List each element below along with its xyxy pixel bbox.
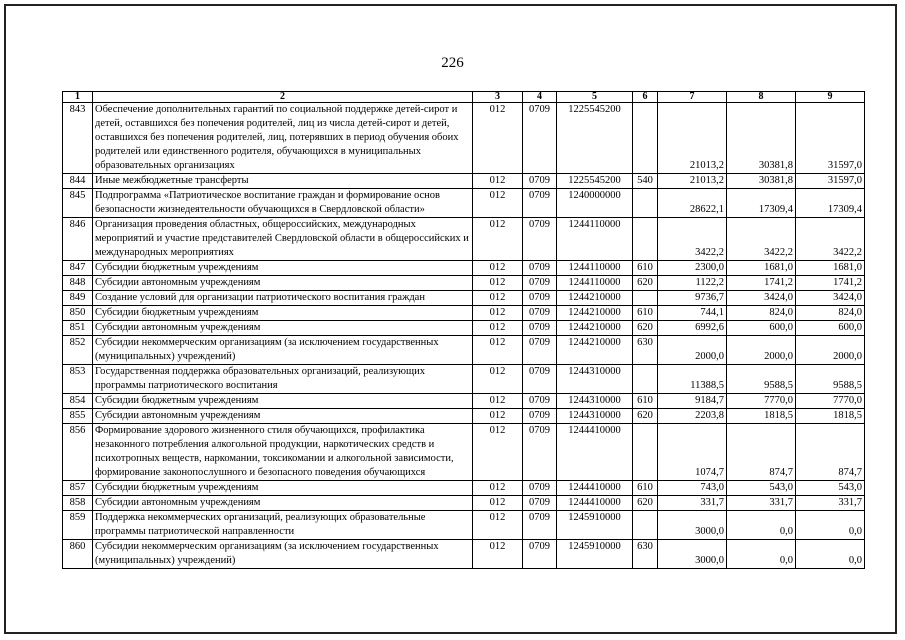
row-number-cell: 845 <box>63 189 93 218</box>
amount-year1-cell: 1074,7 <box>658 424 727 481</box>
row-name-cell: Субсидии бюджетным учреждениям <box>93 394 473 409</box>
target-article-cell: 1244110000 <box>557 261 633 276</box>
table-row <box>63 424 865 481</box>
amount-year2-cell: 1681,0 <box>727 261 796 276</box>
amount-year2-cell: 3422,2 <box>727 218 796 261</box>
target-article-cell: 1244410000 <box>557 424 633 481</box>
expense-type-cell: 610 <box>633 261 658 276</box>
admin-code-cell: 012 <box>473 481 523 496</box>
amount-year1-cell: 21013,2 <box>658 174 727 189</box>
amount-year2-cell: 30381,8 <box>727 103 796 174</box>
section-code-cell: 0709 <box>523 409 557 424</box>
page-number: 226 <box>441 55 464 71</box>
row-name-cell: Формирование здорового жизненного стиля обучающихся, профилактика незаконного потребления алкогольной продукции, наркотических средств и психотропных веществ, наркомании, токсикомании и алкогольной зависимости, формирование законопослушного и безопасного поведения обучающихся <box>93 424 473 481</box>
amount-year2-cell: 0,0 <box>727 511 796 540</box>
target-article-cell: 1244310000 <box>557 409 633 424</box>
header-cell: 2 <box>93 92 473 103</box>
expense-type-cell: 620 <box>633 276 658 291</box>
section-code-cell: 0709 <box>523 174 557 189</box>
target-article-cell: 1244210000 <box>557 321 633 336</box>
amount-year3-cell: 1681,0 <box>796 261 865 276</box>
row-name-cell: Субсидии бюджетным учреждениям <box>93 306 473 321</box>
row-number-cell: 855 <box>63 409 93 424</box>
section-code-cell: 0709 <box>523 481 557 496</box>
header-cell: 3 <box>473 92 523 103</box>
table-row <box>63 276 865 291</box>
amount-year1-cell: 28622,1 <box>658 189 727 218</box>
admin-code-cell: 012 <box>473 189 523 218</box>
header-cell: 9 <box>796 92 865 103</box>
amount-year2-cell: 600,0 <box>727 321 796 336</box>
row-name-cell: Субсидии автономным учреждениям <box>93 409 473 424</box>
table-row <box>63 321 865 336</box>
amount-year2-cell: 2000,0 <box>727 336 796 365</box>
amount-year2-cell: 824,0 <box>727 306 796 321</box>
amount-year3-cell: 17309,4 <box>796 189 865 218</box>
target-article-cell: 1240000000 <box>557 189 633 218</box>
expense-type-cell: 540 <box>633 174 658 189</box>
section-code-cell: 0709 <box>523 218 557 261</box>
row-number-cell: 854 <box>63 394 93 409</box>
admin-code-cell: 012 <box>473 365 523 394</box>
table-row <box>63 481 865 496</box>
row-number-cell: 852 <box>63 336 93 365</box>
section-code-cell: 0709 <box>523 276 557 291</box>
amount-year1-cell: 3422,2 <box>658 218 727 261</box>
amount-year3-cell: 824,0 <box>796 306 865 321</box>
target-article-cell: 1225545200 <box>557 103 633 174</box>
expense-type-cell <box>633 218 658 261</box>
amount-year1-cell: 3000,0 <box>658 540 727 569</box>
table-row <box>63 336 865 365</box>
row-name-cell: Поддержка некоммерческих организаций, реализующих образовательные программы патриотической направленности <box>93 511 473 540</box>
admin-code-cell: 012 <box>473 261 523 276</box>
expense-type-cell <box>633 511 658 540</box>
amount-year2-cell: 331,7 <box>727 496 796 511</box>
header-cell: 7 <box>658 92 727 103</box>
amount-year1-cell: 744,1 <box>658 306 727 321</box>
row-name-cell: Иные межбюджетные трансферты <box>93 174 473 189</box>
section-code-cell: 0709 <box>523 291 557 306</box>
section-code-cell: 0709 <box>523 365 557 394</box>
amount-year2-cell: 1818,5 <box>727 409 796 424</box>
budget-table <box>62 91 865 569</box>
amount-year1-cell: 331,7 <box>658 496 727 511</box>
table-row <box>63 394 865 409</box>
amount-year1-cell: 21013,2 <box>658 103 727 174</box>
row-name-cell: Организация проведения областных, общероссийских, международных мероприятий и участие представителей Свердловской области в общероссийских и международных мероприятиях <box>93 218 473 261</box>
table-header-row <box>63 92 865 103</box>
expense-type-cell: 620 <box>633 496 658 511</box>
row-number-cell: 856 <box>63 424 93 481</box>
target-article-cell: 1244410000 <box>557 481 633 496</box>
amount-year3-cell: 0,0 <box>796 540 865 569</box>
row-name-cell: Субсидии автономным учреждениям <box>93 276 473 291</box>
row-number-cell: 844 <box>63 174 93 189</box>
header-cell: 8 <box>727 92 796 103</box>
row-number-cell: 860 <box>63 540 93 569</box>
row-number-cell: 849 <box>63 291 93 306</box>
admin-code-cell: 012 <box>473 540 523 569</box>
amount-year1-cell: 11388,5 <box>658 365 727 394</box>
row-number-cell: 857 <box>63 481 93 496</box>
amount-year3-cell: 7770,0 <box>796 394 865 409</box>
amount-year2-cell: 874,7 <box>727 424 796 481</box>
amount-year1-cell: 1122,2 <box>658 276 727 291</box>
amount-year3-cell: 1818,5 <box>796 409 865 424</box>
table-row <box>63 496 865 511</box>
amount-year3-cell: 1741,2 <box>796 276 865 291</box>
row-name-cell: Субсидии автономным учреждениям <box>93 321 473 336</box>
target-article-cell: 1244210000 <box>557 306 633 321</box>
expense-type-cell <box>633 365 658 394</box>
amount-year1-cell: 3000,0 <box>658 511 727 540</box>
amount-year3-cell: 31597,0 <box>796 103 865 174</box>
section-code-cell: 0709 <box>523 336 557 365</box>
table-row <box>63 218 865 261</box>
table-row <box>63 291 865 306</box>
admin-code-cell: 012 <box>473 103 523 174</box>
row-number-cell: 853 <box>63 365 93 394</box>
amount-year1-cell: 6992,6 <box>658 321 727 336</box>
amount-year1-cell: 9736,7 <box>658 291 727 306</box>
amount-year3-cell: 331,7 <box>796 496 865 511</box>
row-name-cell: Субсидии бюджетным учреждениям <box>93 481 473 496</box>
amount-year1-cell: 9184,7 <box>658 394 727 409</box>
amount-year3-cell: 31597,0 <box>796 174 865 189</box>
amount-year3-cell: 600,0 <box>796 321 865 336</box>
row-number-cell: 843 <box>63 103 93 174</box>
table-row <box>63 540 865 569</box>
row-number-cell: 859 <box>63 511 93 540</box>
table-row <box>63 189 865 218</box>
row-number-cell: 858 <box>63 496 93 511</box>
amount-year1-cell: 2300,0 <box>658 261 727 276</box>
expense-type-cell: 620 <box>633 321 658 336</box>
row-number-cell: 850 <box>63 306 93 321</box>
row-name-cell: Субсидии некоммерческим организациям (за исключением государственных (муниципальных) учреждений) <box>93 336 473 365</box>
admin-code-cell: 012 <box>473 306 523 321</box>
header-cell: 5 <box>557 92 633 103</box>
row-name-cell: Субсидии бюджетным учреждениям <box>93 261 473 276</box>
section-code-cell: 0709 <box>523 189 557 218</box>
target-article-cell: 1244210000 <box>557 291 633 306</box>
expense-type-cell <box>633 291 658 306</box>
admin-code-cell: 012 <box>473 409 523 424</box>
amount-year3-cell: 543,0 <box>796 481 865 496</box>
table-row <box>63 174 865 189</box>
section-code-cell: 0709 <box>523 261 557 276</box>
section-code-cell: 0709 <box>523 103 557 174</box>
expense-type-cell: 630 <box>633 540 658 569</box>
section-code-cell: 0709 <box>523 394 557 409</box>
amount-year1-cell: 2203,8 <box>658 409 727 424</box>
admin-code-cell: 012 <box>473 218 523 261</box>
header-cell: 6 <box>633 92 658 103</box>
header-cell: 4 <box>523 92 557 103</box>
amount-year2-cell: 543,0 <box>727 481 796 496</box>
amount-year1-cell: 2000,0 <box>658 336 727 365</box>
amount-year3-cell: 9588,5 <box>796 365 865 394</box>
section-code-cell: 0709 <box>523 306 557 321</box>
admin-code-cell: 012 <box>473 424 523 481</box>
target-article-cell: 1245910000 <box>557 511 633 540</box>
amount-year2-cell: 30381,8 <box>727 174 796 189</box>
admin-code-cell: 012 <box>473 321 523 336</box>
amount-year2-cell: 3424,0 <box>727 291 796 306</box>
target-article-cell: 1244110000 <box>557 276 633 291</box>
expense-type-cell: 610 <box>633 394 658 409</box>
target-article-cell: 1244110000 <box>557 218 633 261</box>
amount-year1-cell: 743,0 <box>658 481 727 496</box>
row-name-cell: Субсидии автономным учреждениям <box>93 496 473 511</box>
row-number-cell: 847 <box>63 261 93 276</box>
header-cell: 1 <box>63 92 93 103</box>
expense-type-cell: 620 <box>633 409 658 424</box>
amount-year3-cell: 0,0 <box>796 511 865 540</box>
section-code-cell: 0709 <box>523 540 557 569</box>
amount-year2-cell: 1741,2 <box>727 276 796 291</box>
expense-type-cell: 630 <box>633 336 658 365</box>
table-row <box>63 409 865 424</box>
expense-type-cell <box>633 189 658 218</box>
admin-code-cell: 012 <box>473 394 523 409</box>
amount-year3-cell: 3424,0 <box>796 291 865 306</box>
admin-code-cell: 012 <box>473 276 523 291</box>
amount-year3-cell: 874,7 <box>796 424 865 481</box>
admin-code-cell: 012 <box>473 174 523 189</box>
table-row <box>63 511 865 540</box>
amount-year2-cell: 9588,5 <box>727 365 796 394</box>
admin-code-cell: 012 <box>473 496 523 511</box>
row-name-cell: Подпрограмма «Патриотическое воспитание граждан и формирование основ безопасности жизнедеятельности обучающихся в Свердловской области» <box>93 189 473 218</box>
target-article-cell: 1244410000 <box>557 496 633 511</box>
row-number-cell: 848 <box>63 276 93 291</box>
section-code-cell: 0709 <box>523 321 557 336</box>
section-code-cell: 0709 <box>523 511 557 540</box>
amount-year2-cell: 7770,0 <box>727 394 796 409</box>
row-name-cell: Субсидии некоммерческим организациям (за исключением государственных (муниципальных) учреждений) <box>93 540 473 569</box>
admin-code-cell: 012 <box>473 291 523 306</box>
target-article-cell: 1225545200 <box>557 174 633 189</box>
table-row <box>63 103 865 174</box>
table-row <box>63 365 865 394</box>
table-row <box>63 306 865 321</box>
expense-type-cell <box>633 103 658 174</box>
row-name-cell: Обеспечение дополнительных гарантий по социальной поддержке детей-сирот и детей, оставшихся без попечения родителей, лиц из числа детей-сирот и детей, оставшихся без попечения родителей, лиц, потерявших в период обучения обоих родителей или единственного родителя, обучающихся в муниципальных образовательных организациях <box>93 103 473 174</box>
amount-year2-cell: 0,0 <box>727 540 796 569</box>
expense-type-cell: 610 <box>633 481 658 496</box>
target-article-cell: 1244310000 <box>557 394 633 409</box>
row-number-cell: 851 <box>63 321 93 336</box>
row-name-cell: Создание условий для организации патриотического воспитания граждан <box>93 291 473 306</box>
amount-year3-cell: 3422,2 <box>796 218 865 261</box>
admin-code-cell: 012 <box>473 336 523 365</box>
table-row <box>63 261 865 276</box>
amount-year3-cell: 2000,0 <box>796 336 865 365</box>
section-code-cell: 0709 <box>523 424 557 481</box>
target-article-cell: 1245910000 <box>557 540 633 569</box>
row-name-cell: Государственная поддержка образовательных организаций, реализующих программы патриотического воспитания <box>93 365 473 394</box>
admin-code-cell: 012 <box>473 511 523 540</box>
row-number-cell: 846 <box>63 218 93 261</box>
target-article-cell: 1244310000 <box>557 365 633 394</box>
target-article-cell: 1244210000 <box>557 336 633 365</box>
section-code-cell: 0709 <box>523 496 557 511</box>
amount-year2-cell: 17309,4 <box>727 189 796 218</box>
expense-type-cell: 610 <box>633 306 658 321</box>
expense-type-cell <box>633 424 658 481</box>
